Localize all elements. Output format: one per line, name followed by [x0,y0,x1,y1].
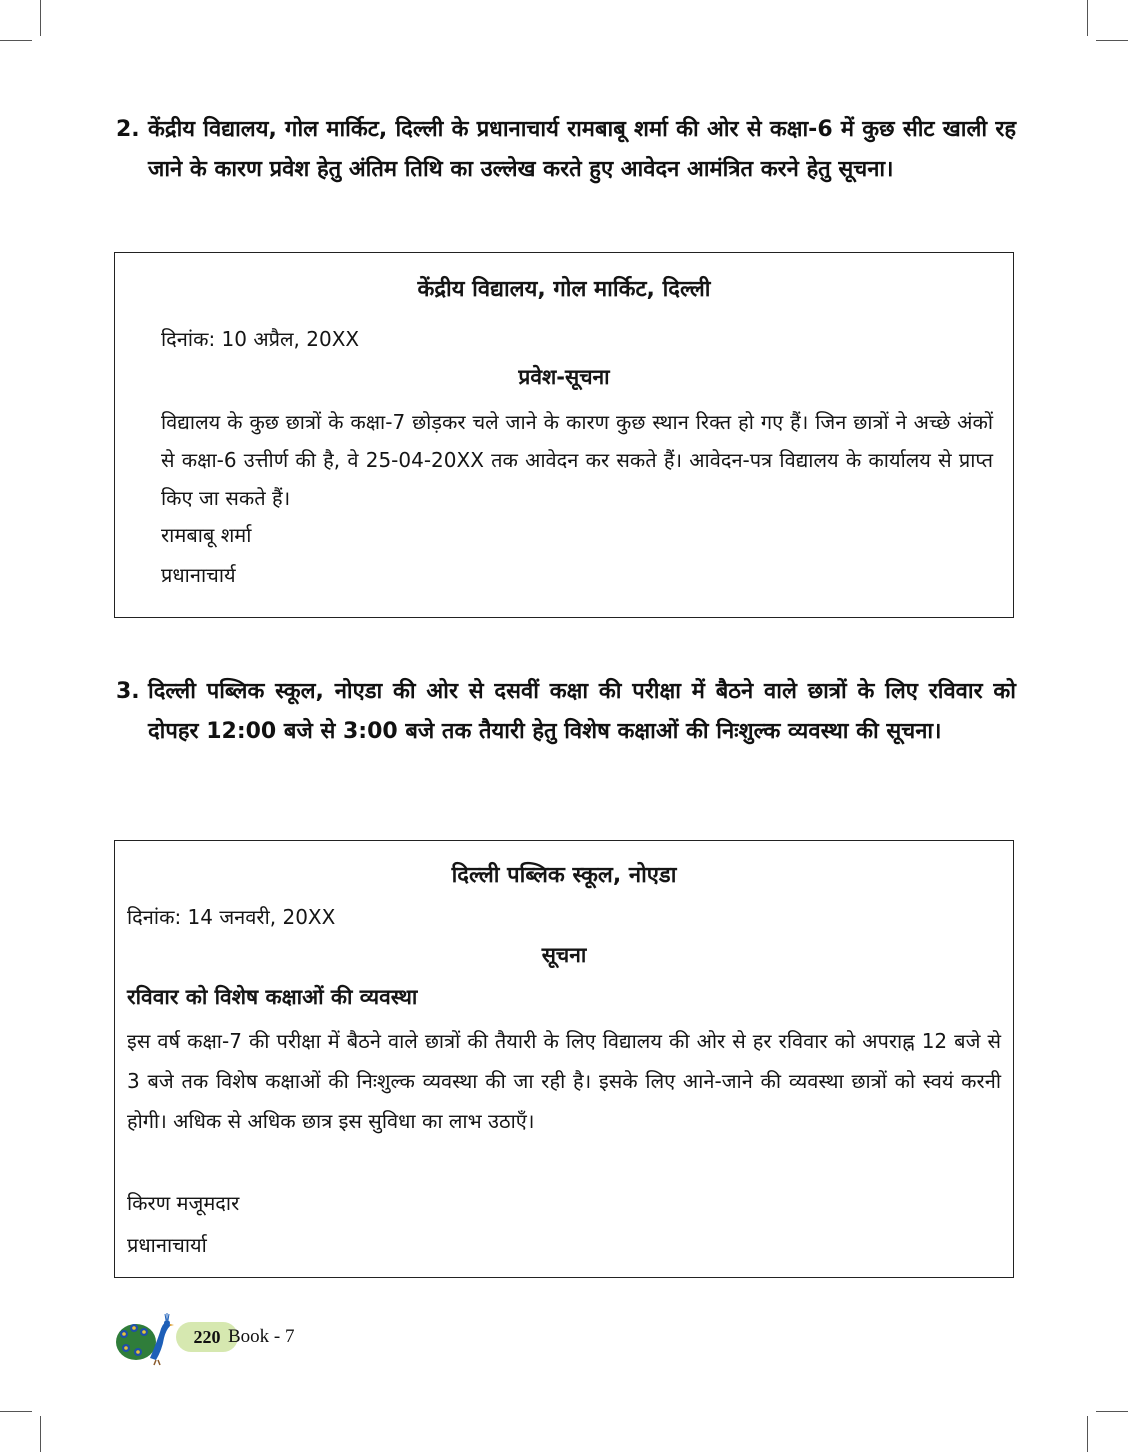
crop-mark-top-left [40,0,41,36]
question-text: दिल्ली पब्लिक स्कूल, नोएडा की ओर से दसवीं कक्षा की परीक्षा में बैठने वाले छात्रों के लिए रविवार को दोपहर 12:00 बजे से 3:00 बजे तक तैयारी हेतु विशेष कक्षाओं की निःशुल्क व्यवस्था की सूचना। [148,679,1016,744]
notice-signature-name: किरण मजूमदार [127,1191,240,1215]
notice-date: दिनांक: 14 जनवरी, 20XX [127,905,336,929]
notice-signature-title: प्रधानाचार्य [161,563,236,587]
notice-body: इस वर्ष कक्षा-7 की परीक्षा में बैठने वाले छात्रों की तैयारी के लिए विद्यालय की ओर से हर रविवार को अपराह्न 12 बजे से 3 बजे तक विशेष कक्षाओं की निःशुल्क व्यवस्था की जा रही है। इसके लिए आने-जाने की व्यवस्था छात्रों को स्वयं करनी होगी। अधिक से अधिक छात्र इस सुविधा का लाभ उठाएँ। [127,1029,1001,1133]
notice-school-name: दिल्ली पब्लिक स्कूल, नोएडा [451,863,677,888]
page-footer [116,1306,416,1366]
crop-mark-bottom-left-h [0,1411,32,1412]
notice-box-admission [114,252,1014,618]
notice-heading: प्रवेश-सूचना [518,365,610,389]
notice-body: विद्यालय के कुछ छात्रों के कक्षा-7 छोड़कर चले जाने के कारण कुछ स्थान रिक्त हो गए हैं। जिन छात्रों ने अच्छे अंकों से कक्षा-6 उत्तीर्ण की है, वे 25-04-20XX तक आवेदन कर सकते हैं। आवेदन-पत्र विद्यालय के कार्यालय से प्राप्त किए जा सकते हैं। [161,410,993,510]
crop-mark-top-right-h [1096,40,1128,41]
page-number-badge: 220 [176,1322,238,1352]
question-number: 2. [116,117,140,142]
question-3 [116,672,1016,752]
notice-date: दिनांक: 10 अप्रैल, 20XX [161,327,360,351]
notice-school-name: केंद्रीय विद्यालय, गोल मार्किट, दिल्ली [417,277,711,302]
question-number: 3. [116,679,140,704]
notice-subheading: रविवार को विशेष कक्षाओं की व्यवस्था [127,985,418,1009]
crop-mark-top-left-h [0,40,32,41]
crop-mark-bottom-right [1087,1416,1088,1452]
question-text: केंद्रीय विद्यालय, गोल मार्किट, दिल्ली के प्रधानाचार्य रामबाबू शर्मा की ओर से कक्षा-6 में कुछ सीट खाली रह जाने के कारण प्रवेश हेतु अंतिम तिथि का उल्लेख करते हुए आवेदन आमंत्रित करने हेतु सूचना। [148,117,1017,182]
question-2 [116,110,1016,190]
book-label: Book - 7 [228,1326,295,1347]
notice-box-special-classes [114,840,1014,1278]
notice-signature-name: रामबाबू शर्मा [161,523,252,547]
crop-mark-top-right [1087,0,1088,36]
crop-mark-bottom-left [40,1416,41,1452]
notice-heading: सूचना [541,943,587,967]
notice-signature-title: प्रधानाचार्या [127,1233,207,1257]
peacock-icon [116,1308,180,1366]
crop-mark-bottom-right-h [1096,1411,1128,1412]
